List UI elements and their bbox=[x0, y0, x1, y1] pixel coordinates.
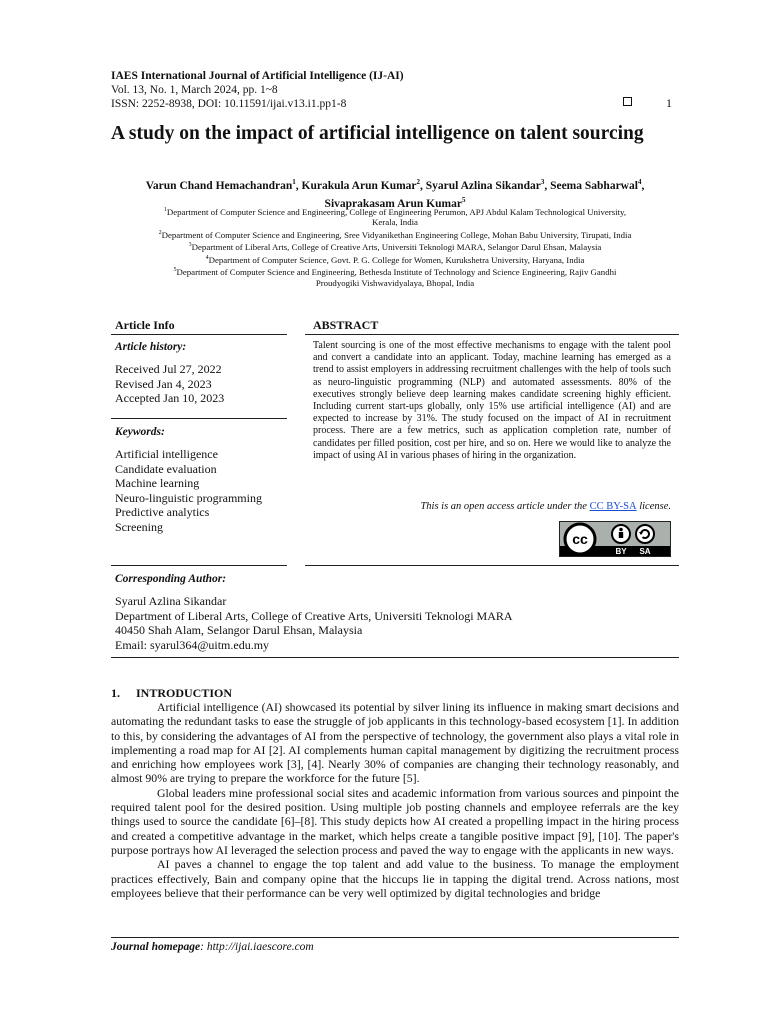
abstract-text: Talent sourcing is one of the most effective mechanisms to engage with the talent pool and convert a candidate into an applicant. Today, machine learning has emerged as a trend to assist employers in addressing recruitment challenges with the help of tools such as neuro-linguistic programming (NLP) and automated assessments. 80% of the executives strongly believe deep learning makes candidate screening highly efficient. Including current start-ups globally, only 15% use artificial intelligence (AI) and are expected to increase by 31%. The study focused on the impact of AI in recruitment process. There are a few metrics, such as application completion rate, number of candidates per filled position, cost per hire, and so on. Here we would like to analyze the impact of using AI in various phases of hiring in the organization. bbox=[313, 340, 671, 461]
journal-homepage: Journal homepage: http://ijai.iaescore.com bbox=[111, 941, 314, 953]
cc-by-sa-badge bbox=[559, 521, 671, 557]
divider bbox=[305, 334, 679, 335]
divider bbox=[111, 565, 287, 566]
divider bbox=[111, 937, 679, 938]
abstract-heading: ABSTRACT bbox=[313, 318, 379, 332]
list-item: Artificial intelligence bbox=[115, 447, 218, 461]
keywords-heading: Keywords: bbox=[115, 426, 165, 438]
svg-text:BY: BY bbox=[615, 547, 627, 556]
paragraph: Global leaders mine professional social sites and academic information from various sources and pinpoint the required talent pool for the desired position. Using multiple job posting channels and employee referrals are the key things used to source the candidate [6]–[8]. This study depicts how AI created a propelling impact in the hiring process and created a competitive advantage in the market, which helps create a tangible positive impact [9], [10]. The paper's purpose portrays how AI leveraged the selection process and paved the way to engage with the applicants in new ways. bbox=[111, 785, 679, 857]
svg-text:cc: cc bbox=[572, 531, 588, 547]
divider bbox=[111, 657, 679, 658]
author-name: Kurakula Arun Kumar bbox=[301, 179, 417, 192]
corresponding-heading: Corresponding Author: bbox=[115, 573, 227, 585]
author-line-1: Varun Chand Hemachandran$^1$, Kurakula Arun Kumar$^2$, Syarul Azlina Sikandar$^3$, Seema Sabharwal$^4$, bbox=[145, 178, 645, 192]
article-info-heading: Article Info bbox=[115, 318, 175, 332]
author-name: Varun Chand Hemachandran bbox=[145, 179, 293, 192]
affiliation: $^1$Department of Computer Science and Engineering, College of Engineering Perumon, APJ Abdul Kalam Technological University, Kerala, India $^2$Department of Computer Science and Engineering, Sree Vidyanikethan Engineering College, Mohan Babu University, Tirupati, India $^3$Department of Liberal Arts, College of Creative Arts, Universiti Teknologi MARA, Selangor Darul Ehsan, Malaysia $^4$Department of Computer Science, Govt. P. G. College for Women, Kurukshetra University, Haryana, India $^5$Department of Computer Science and Engineering, Bethesda Institute of Technology and Science Engineering, Rajiv Gandhi Proudyogiki Vishwavidyalaya, Bhopal, India bbox=[158, 206, 632, 288]
history-heading: Article history: bbox=[115, 341, 187, 353]
open-access-note: This is an open access article under the CC BY-SA license. bbox=[420, 501, 671, 512]
paper-title: A study on the impact of artificial intelligence on talent sourcing bbox=[111, 123, 644, 144]
author-line-2: Sivaprakasam Arun Kumar$^5$ bbox=[324, 195, 466, 210]
homepage-url[interactable]: : http://ijai.iaescore.com bbox=[200, 941, 314, 953]
divider bbox=[111, 418, 287, 419]
author-name: Syarul Azlina Sikandar bbox=[425, 179, 541, 192]
list-item: Machine learning bbox=[115, 476, 200, 490]
history-list: Received Jul 27, 2022 Revised Jan 4, 2023 Accepted Jan 10, 2023 bbox=[115, 362, 225, 405]
divider bbox=[305, 565, 679, 566]
keyword-list bbox=[115, 447, 262, 534]
section-heading: 1. INTRODUCTION bbox=[111, 686, 233, 700]
author-name: Sivaprakasam Arun Kumar bbox=[324, 197, 462, 210]
svg-text:SA: SA bbox=[639, 547, 651, 556]
corresponding-details: Syarul Azlina Sikandar Department of Liberal Arts, College of Creative Arts, Universiti Teknologi MARA 40450 Shah Alam, Selangor Darul Ehsan, Malaysia Email: syarul364@uitm.edu.my bbox=[115, 594, 513, 652]
divider bbox=[111, 334, 287, 335]
cc-icon bbox=[572, 531, 588, 547]
paragraph: Artificial intelligence (AI) showcased its potential by silver lining its influence in making smart decisions and automating the redundant tasks to ease the struggle of job applicants in this technology-based ecosystem [1]. In addition to this, by considering the advantages of AI from the perspective of technology, the government also plays a vital role in implementing a road map for AI [2]. AI complements human capital management by digitizing the recruitment process and enriching how employees work [3], [4]. Nearly 30% of companies are changing their technology reasonably, and almost 90% are trying to prepare the workforce for the future [5]. bbox=[111, 700, 679, 786]
license-link[interactable]: CC BY-SA bbox=[589, 501, 637, 512]
section-body bbox=[111, 700, 679, 900]
page-number: 1 bbox=[666, 96, 672, 110]
journal-issn: ISSN: 2252-8938, DOI: 10.11591/ijai.v13.i1.pp1-8 bbox=[111, 98, 347, 110]
person-icon bbox=[619, 528, 623, 538]
journal-volume: Vol. 13, No. 1, March 2024, pp. 1~8 bbox=[111, 84, 278, 96]
list-item: Candidate evaluation bbox=[115, 461, 217, 476]
list-item: Predictive analytics bbox=[115, 505, 210, 519]
list-item: Neuro-linguistic programming bbox=[115, 490, 262, 505]
paragraph: AI paves a channel to engage the top talent and add value to the business. To manage the employment practices effectively, Bain and company opine that the hiccups lie in tapping the digital trend. Across nations, most employees believe that their performance can be very well optimized by digital technologies and bridge bbox=[111, 857, 679, 900]
list-item: Screening bbox=[115, 519, 163, 534]
journal-name: IAES International Journal of Artificial Intelligence (IJ-AI) bbox=[111, 70, 404, 82]
author-name: Seema Sabharwal bbox=[550, 179, 638, 192]
page-square-icon bbox=[623, 97, 632, 106]
